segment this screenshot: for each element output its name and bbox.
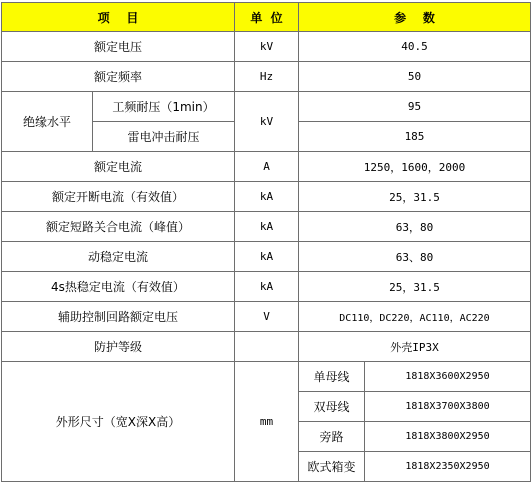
row-label: 额定频率 (2, 62, 235, 92)
row-unit: kV (235, 32, 299, 62)
row-value: 185 (299, 122, 531, 152)
row-unit: kA (235, 242, 299, 272)
dimension-name: 欧式箱变 (299, 452, 365, 482)
row-value: 50 (299, 62, 531, 92)
table-row (2, 242, 531, 272)
dimension-value: 1818X3600X2950 (365, 362, 531, 392)
row-value: 63、80 (299, 242, 531, 272)
row-label: 额定开断电流（有效值） (2, 182, 235, 212)
spec-table (1, 2, 531, 482)
row-label: 额定短路关合电流（峰值） (2, 212, 235, 242)
dimension-name: 单母线 (299, 362, 365, 392)
row-value: 25，31.5 (299, 182, 531, 212)
header-item: 项 目 (2, 3, 235, 32)
table-row (2, 92, 531, 122)
dimension-value: 1818X3800X2950 (365, 422, 531, 452)
row-value: DC110，DC220，AC110，AC220 (299, 302, 531, 332)
dimension-value: 1818X2350X2950 (365, 452, 531, 482)
row-unit: V (235, 302, 299, 332)
row-unit: kA (235, 212, 299, 242)
row-label: 4s热稳定电流（有效值） (2, 272, 235, 302)
row-label: 辅助控制回路额定电压 (2, 302, 235, 332)
row-unit: kA (235, 272, 299, 302)
header-row (2, 3, 531, 32)
header-unit: 单 位 (235, 3, 299, 32)
row-unit: Hz (235, 62, 299, 92)
table-row (2, 332, 531, 362)
row-value: 25，31.5 (299, 272, 531, 302)
insulation-label: 绝缘水平 (2, 92, 93, 152)
row-value: 1250，1600，2000 (299, 152, 531, 182)
row-label: 动稳定电流 (2, 242, 235, 272)
header-param: 参 数 (299, 3, 531, 32)
dimension-name: 旁路 (299, 422, 365, 452)
row-unit: kV (235, 92, 299, 152)
row-value: 外壳IP3X (299, 332, 531, 362)
row-unit: kA (235, 182, 299, 212)
table-row (2, 182, 531, 212)
table-row (2, 62, 531, 92)
row-sublabel: 工频耐压（1min） (93, 92, 235, 122)
table-row (2, 302, 531, 332)
table-row (2, 272, 531, 302)
dimension-value: 1818X3700X3800 (365, 392, 531, 422)
row-unit (235, 332, 299, 362)
row-value: 95 (299, 92, 531, 122)
table-row (2, 32, 531, 62)
row-label: 防护等级 (2, 332, 235, 362)
table-row (2, 212, 531, 242)
row-label: 额定电压 (2, 32, 235, 62)
dimensions-label: 外形尺寸（宽X深X高） (2, 362, 235, 482)
dimension-name: 双母线 (299, 392, 365, 422)
row-unit: A (235, 152, 299, 182)
row-value: 40.5 (299, 32, 531, 62)
row-value: 63，80 (299, 212, 531, 242)
table-row (2, 362, 531, 392)
row-unit: mm (235, 362, 299, 482)
table-row (2, 152, 531, 182)
row-label: 额定电流 (2, 152, 235, 182)
row-sublabel: 雷电冲击耐压 (93, 122, 235, 152)
